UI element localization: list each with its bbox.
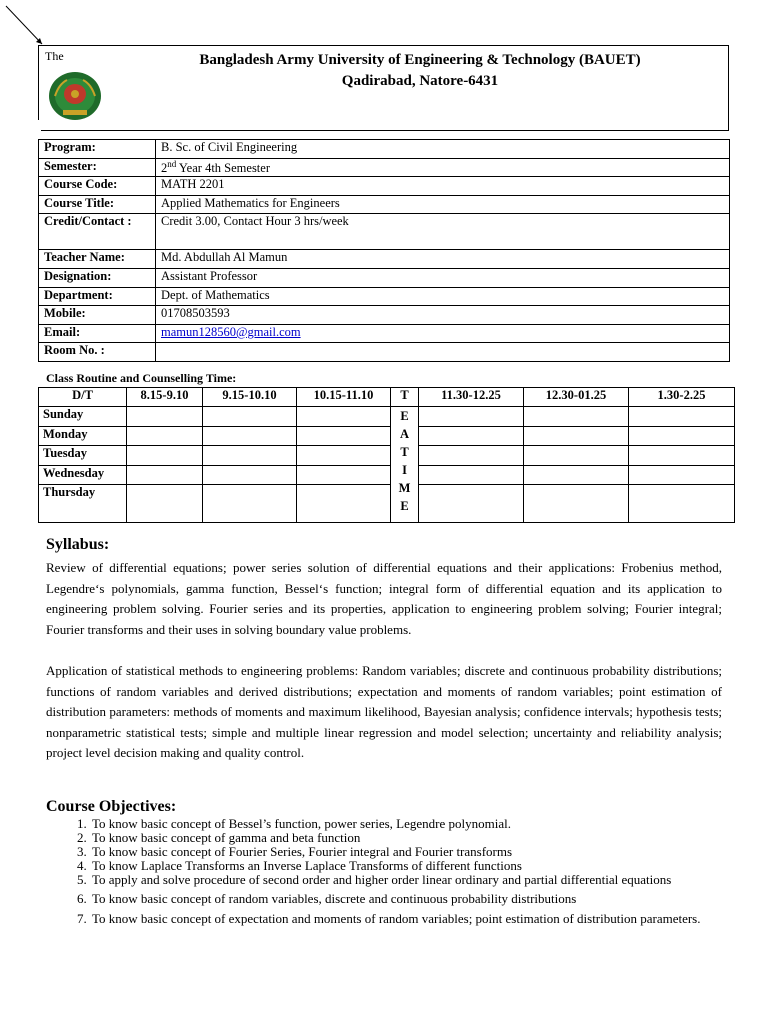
routine-cell [629, 465, 735, 485]
table-row [39, 268, 730, 287]
list-item: 5. To apply and solve procedure of second order and higher order linear ordinary and partial differential equations [90, 873, 726, 887]
break-letter: T [400, 445, 409, 459]
table-row [39, 287, 730, 306]
routine-cell [297, 485, 391, 523]
table-row [39, 465, 735, 485]
routine-cell [127, 407, 203, 427]
info-key: Mobile: [39, 306, 156, 325]
list-item: 7. To know basic concept of expectation and moments of random variables; point estimation of distribution parameters. [90, 909, 726, 929]
routine-cell [419, 485, 524, 523]
info-key: Teacher Name: [39, 250, 156, 269]
institution-address: Qadirabad, Natore-6431 [341, 73, 499, 89]
info-key: Credit/Contact : [39, 214, 156, 250]
info-key: Department: [39, 287, 156, 306]
info-key: Email: [39, 324, 156, 343]
routine-cell [127, 485, 203, 523]
table-row [39, 485, 735, 523]
info-key: Course Code: [39, 177, 156, 196]
list-item: 4. To know Laplace Transforms an Inverse Laplace Transforms of different functions [90, 859, 726, 873]
routine-cell [524, 485, 629, 523]
table-row [39, 407, 735, 427]
routine-cell [297, 426, 391, 446]
routine-cell [629, 485, 735, 523]
routine-cell [524, 407, 629, 427]
semester-year-suffix: nd [167, 158, 177, 169]
info-value [156, 158, 730, 177]
table-row [39, 426, 735, 446]
routine-cell [203, 407, 297, 427]
objectives-heading: Course Objectives: [46, 798, 177, 815]
institution-name: Bangladesh Army University of Engineering & Technology (BAUET) [199, 52, 641, 68]
info-value [156, 343, 730, 362]
email-link[interactable]: mamun128560@gmail.com [161, 324, 301, 339]
column-header: 11.30-12.25 [419, 388, 524, 407]
table-row [39, 324, 730, 343]
table-row [39, 158, 730, 177]
semester-year-number: 2 [161, 160, 168, 175]
table-row [39, 177, 730, 196]
routine-cell [297, 465, 391, 485]
routine-cell [203, 426, 297, 446]
day-label: Monday [39, 426, 127, 446]
break-letter: E [400, 409, 409, 423]
semester-rest: Year 4th Semester [176, 160, 270, 175]
routine-cell [203, 485, 297, 523]
info-value: Md. Abdullah Al Mamun [156, 250, 730, 269]
break-letter: M [398, 481, 411, 495]
table-row [39, 250, 730, 269]
routine-cell [127, 446, 203, 466]
routine-cell [419, 465, 524, 485]
syllabus-paragraph-1: Review of differential equations; power series solution of differential equations and their applications: Frobenius method, Legendre‘s polynomials, gamma function, Bessel‘s function; integral form of differential equation and its application to engineering problem solving. Fourier series and its properties, application to engineering problem solving; Fourier integral; Fourier transforms and their uses in solving boundary value problems. [46, 560, 722, 637]
day-label: Sunday [39, 407, 127, 427]
day-label: Wednesday [39, 465, 127, 485]
institution-header [110, 50, 730, 92]
routine-cell [419, 446, 524, 466]
break-letter: A [399, 427, 410, 441]
routine-cell [419, 407, 524, 427]
tea-time-column [391, 407, 419, 523]
syllabus-heading: Syllabus: [46, 536, 110, 553]
syllabus-paragraph-2: Application of statistical methods to engineering problems: Random variables; discrete and continuous probability distributions; functions of random variables and derived distributions; expectation and moments of random variables; point estimation of distribution parameters: methods of moments and maximum likelihood, Bayesian analysis; confidence intervals; hypothesis tests; nonparametric statistical tests; simple and multiple linear regression and model selection; uncertainty and reliability analysis; project level decision making and quality control. [46, 663, 722, 761]
routine-cell [297, 407, 391, 427]
header-corner-text: The [45, 49, 64, 63]
table-row [39, 306, 730, 325]
corner-arrow-mark [0, 0, 60, 50]
info-value: 01708503593 [156, 306, 730, 325]
routine-cell [203, 446, 297, 466]
column-header: 1.30-2.25 [629, 388, 735, 407]
column-header: 10.15-11.10 [297, 388, 391, 407]
list-item: 2. To know basic concept of gamma and beta function [90, 831, 726, 845]
info-value: Assistant Professor [156, 268, 730, 287]
day-label: Thursday [39, 485, 127, 523]
routine-cell [524, 465, 629, 485]
info-value: Credit 3.00, Contact Hour 3 hrs/week [156, 214, 730, 250]
header-box-gap [38, 120, 41, 132]
break-letter: E [400, 499, 409, 513]
routine-cell [203, 465, 297, 485]
info-key: Semester: [39, 158, 156, 177]
info-key: Designation: [39, 268, 156, 287]
routine-caption: Class Routine and Counselling Time: [46, 371, 237, 385]
info-key: Course Title: [39, 195, 156, 214]
routine-cell [629, 407, 735, 427]
day-label: Tuesday [39, 446, 127, 466]
info-value: MATH 2201 [156, 177, 730, 196]
objectives-list [46, 817, 726, 929]
info-key: Program: [39, 140, 156, 159]
routine-cell [297, 446, 391, 466]
column-header: T [391, 388, 419, 407]
info-value [156, 324, 730, 343]
university-logo [47, 70, 103, 122]
routine-cell [127, 426, 203, 446]
routine-cell [524, 426, 629, 446]
routine-cell [419, 426, 524, 446]
column-header: 9.15-10.10 [203, 388, 297, 407]
table-row [39, 140, 730, 159]
table-header-row [39, 388, 735, 407]
routine-cell [524, 446, 629, 466]
table-row [39, 195, 730, 214]
table-row [39, 214, 730, 250]
table-row [39, 446, 735, 466]
info-value: Dept. of Mathematics [156, 287, 730, 306]
routine-cell [127, 465, 203, 485]
column-header: 8.15-9.10 [127, 388, 203, 407]
info-value: Applied Mathematics for Engineers [156, 195, 730, 214]
list-item: 6. To know basic concept of random variables, discrete and continuous probability distributions [90, 892, 726, 906]
info-value: B. Sc. of Civil Engineering [156, 140, 730, 159]
course-info-table [38, 139, 730, 362]
break-letter: I [402, 463, 407, 477]
list-item: 3. To know basic concept of Fourier Series, Fourier integral and Fourier transforms [90, 845, 726, 859]
routine-cell [629, 426, 735, 446]
class-routine-table [38, 387, 735, 523]
list-item: 1. To know basic concept of Bessel’s function, power series, Legendre polynomial. [90, 817, 726, 831]
routine-cell [629, 446, 735, 466]
table-row [39, 343, 730, 362]
column-header: D/T [39, 388, 127, 407]
info-key: Room No. : [39, 343, 156, 362]
column-header: 12.30-01.25 [524, 388, 629, 407]
